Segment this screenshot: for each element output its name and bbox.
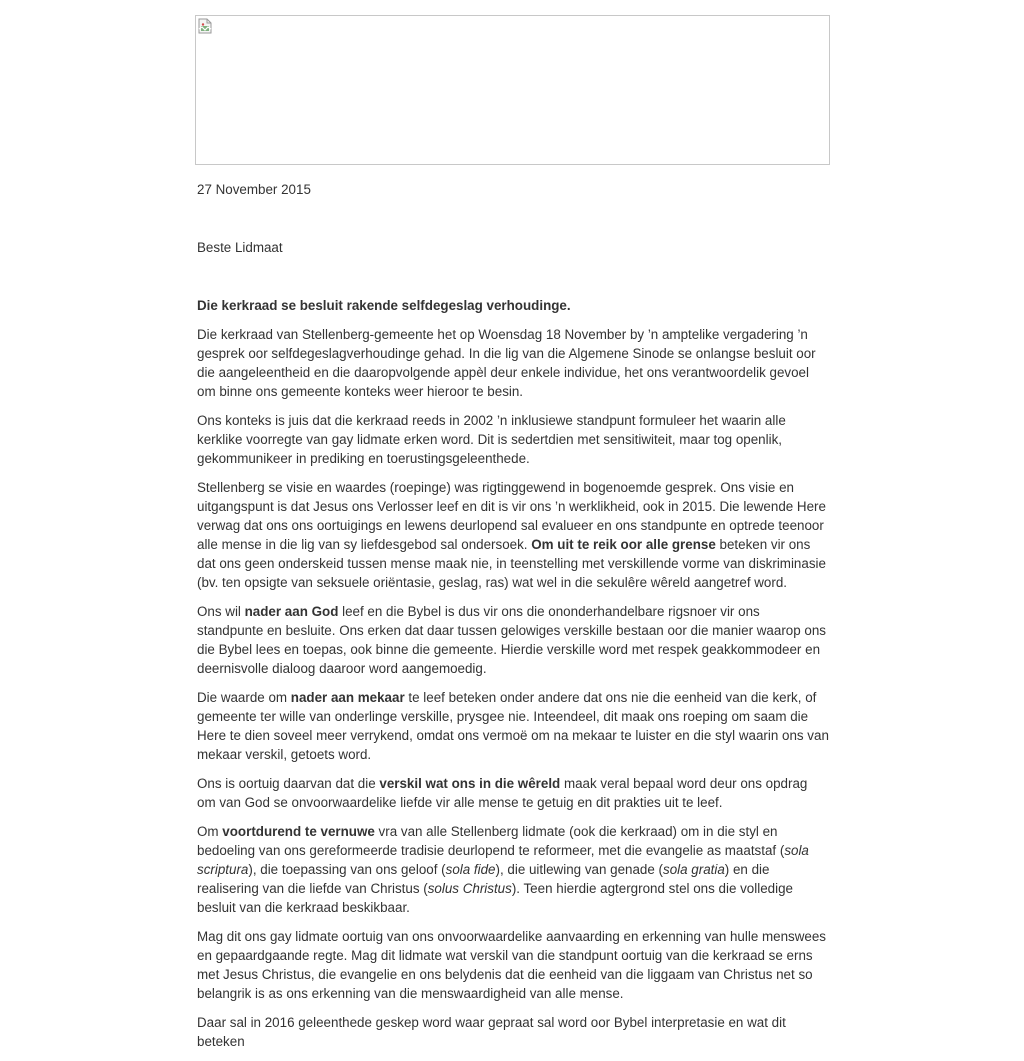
paragraph-4-emphasis: nader aan God — [244, 604, 339, 619]
paragraph-3 — [197, 478, 829, 592]
paragraph-2: Ons konteks is juis dat die kerkraad reeds in 2002 ’n inklusiewe standpunt formuleer het waarin alle kerklike voorregte van gay lidmate erken word. Dit is sedertdien met sensitiwiteit, maar tog openlik, gekommunikeer in prediking en toerustingsgeleenthede. — [197, 413, 786, 466]
paragraph-1: Die kerkraad van Stellenberg-gemeente het op Woensdag 18 November by ’n amptelike vergadering ’n gesprek oor selfdegeslagverhoudinge gehad. In die lig van die Algemene Sinode se onlangse besluit oor die aangeleentheid en die daaropvolgende appèl deur enkele individue, het ons verantwoordelik gevoel om binne ons gemeente konteks weer hieroor te besin. — [197, 327, 816, 399]
paragraph-4 — [197, 602, 829, 678]
letter-body — [197, 180, 829, 1061]
letter-salutation: Beste Lidmaat — [197, 240, 283, 255]
paragraph-5-text-b: te leef beteken onder andere dat ons nie die eenheid van die kerk, of gemeente ter wille van onderlinge verskille, prysgee nie. Inteendeel, dit maak ons roeping om saam die Here te dien soveel meer verrykend, omdat ons vermoë om na mekaar te luister en die styl waarin ons van mekaar verskil, getoets word. — [197, 690, 829, 762]
paragraph-5 — [197, 688, 829, 764]
paragraph-7-text-c: ), die toepassing van ons geloof ( — [248, 862, 446, 877]
paragraph-7-text-f: ). Teen hierdie agtergrond stel ons die volledige besluit van die kerkraad beskikbaar. — [197, 881, 793, 915]
paragraph-6-text-a: Ons is oortuig daarvan dat die — [197, 776, 380, 791]
paragraph-7 — [197, 822, 829, 917]
paragraph-6-text-b: maak veral bepaal word deur ons opdrag om van God se onvoorwaardelike liefde vir alle mense te getuig en dit prakties uit te leef. — [197, 776, 808, 810]
paragraph-3-text-b: beteken vir ons dat ons geen onderskeid tussen mense maak nie, in teenstelling met verskillende vorme van diskriminasie (bv. ten opsigte van seksuele oriëntasie, geslag, ras) wat wel in die sekulêre wêreld aangetref word. — [197, 537, 826, 590]
paragraph-5-emphasis: nader aan mekaar — [290, 690, 405, 705]
paragraph-7-latin-4: solus Christus — [427, 881, 512, 896]
paragraph-7-text-b: vra van alle Stellenberg lidmate (ook die kerkraad) om in die styl en bedoeling van ons gereformeerde tradisie deurlopend te reformeer, met die evangelie as maatstaf ( — [197, 824, 785, 858]
paragraph-7-latin-3: sola gratia — [663, 862, 725, 877]
paragraph-9: Daar sal in 2016 geleenthede geskep word waar gepraat sal word oor Bybel interpretasie en wat dit beteken — [197, 1015, 786, 1049]
paragraph-7-emphasis: voortdurend te vernuwe — [222, 824, 375, 839]
paragraph-3-text-a: Stellenberg se visie en waardes (roepinge) was rigtinggewend in bogenoemde gesprek. Ons visie en uitgangspunt is dat Jesus ons Verlosser leef en dit is vir ons ’n werklikheid, ook in 2015. Die lewende Here verwag dat ons ons oortuigings en lewens deurlopend sal evalueer en ons standpunte en optrede teenoor alle mense in die lig van sy liefdesgebod sal ondersoek. — [197, 480, 826, 552]
paragraph-6 — [197, 774, 829, 812]
paragraph-7-text-a: Om — [197, 824, 223, 839]
paragraph-4-text-b: leef en die Bybel is dus vir ons die ononderhandelbare rigsnoer vir ons standpunte en besluite. Ons erken dat daar tussen gelowiges verskille bestaan oor die manier waarop ons die Bybel lees en toepas, ook binne die gemeente. Hierdie verskille word met respek geakkommodeer en deernisvolle dialoog daaroor word aangemoedig. — [197, 604, 826, 676]
paragraph-7-latin-2: sola fide — [445, 862, 496, 877]
paragraph-4-text-a: Ons wil — [197, 604, 245, 619]
paragraph-5-text-a: Die waarde om — [197, 690, 291, 705]
broken-image-icon — [198, 18, 212, 34]
paragraph-7-text-d: ), die uitlewing van genade ( — [495, 862, 663, 877]
paragraph-6-emphasis: verskil wat ons in die wêreld — [379, 776, 561, 791]
paragraph-7-text-e: ) en die realisering van die liefde van Christus ( — [197, 862, 770, 896]
paragraph-3-emphasis: Om uit te reik oor alle grense — [531, 537, 716, 552]
header-image-placeholder — [195, 15, 830, 165]
paragraph-8: Mag dit ons gay lidmate oortuig van ons onvoorwaardelike aanvaarding en erkenning van hulle menswees en gepaardgaande regte. Mag dit lidmate wat verskil van die standpunt oortuig van die kerkraad se erns met Jesus Christus, die evangelie en ons belydenis dat die eenheid van die liggaam van Christus net so belangrik is as ons erkenning van die menswaardigheid van alle mense. — [197, 929, 827, 1001]
paragraph-7-latin-1: sola scriptura — [197, 843, 809, 877]
letter-subject: Die kerkraad se besluit rakende selfdegeslag verhoudinge. — [197, 298, 571, 313]
letter-date: 27 November 2015 — [197, 182, 311, 197]
